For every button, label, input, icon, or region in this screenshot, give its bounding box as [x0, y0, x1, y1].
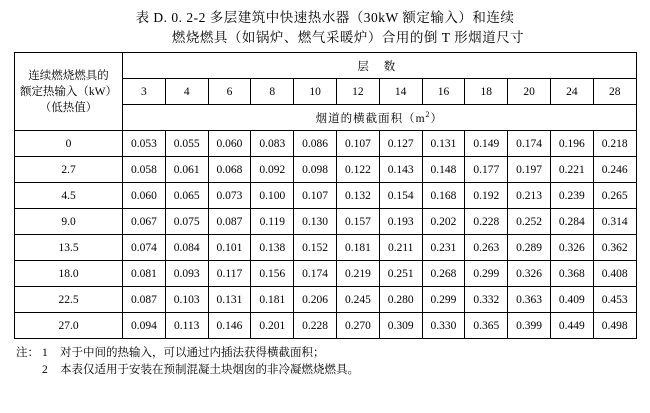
- table-cell: 0.065: [165, 183, 208, 209]
- table-cell: 0.131: [422, 131, 465, 157]
- table-cell: 0.094: [123, 313, 166, 339]
- table-cell: 0.107: [336, 131, 379, 157]
- table-row: [15, 209, 637, 235]
- table-cell: 0.213: [508, 183, 551, 209]
- table-cell: 0.363: [508, 287, 551, 313]
- table-cell: 0.074: [123, 235, 166, 261]
- table-container: [0, 52, 650, 339]
- column-header: 6: [208, 79, 251, 105]
- table-cell: 0.101: [208, 235, 251, 261]
- table-cell: 0.231: [422, 235, 465, 261]
- table-row: [15, 235, 637, 261]
- table-cell: 0.152: [294, 235, 337, 261]
- row-label: 0: [15, 131, 123, 157]
- column-header: 4: [165, 79, 208, 105]
- table-cell: 0.058: [123, 157, 166, 183]
- table-cell: 0.219: [336, 261, 379, 287]
- row-label: 22.5: [15, 287, 123, 313]
- table-cell: 0.498: [593, 313, 636, 339]
- table-row: [15, 261, 637, 287]
- table-cell: 0.330: [422, 313, 465, 339]
- table-cell: 0.181: [336, 235, 379, 261]
- table-cell: 0.156: [251, 261, 294, 287]
- note-item: [16, 345, 634, 362]
- table-cell: 0.168: [422, 183, 465, 209]
- table-cell: 0.122: [336, 157, 379, 183]
- table-cell: 0.449: [550, 313, 593, 339]
- table-cell: 0.368: [550, 261, 593, 287]
- table-cell: 0.107: [294, 183, 337, 209]
- table-cell: 0.068: [208, 157, 251, 183]
- table-cell: 0.252: [508, 209, 551, 235]
- note-number: 1: [42, 347, 48, 359]
- column-header: 24: [550, 79, 593, 105]
- table-row: [15, 313, 637, 339]
- table-cell: 0.174: [294, 261, 337, 287]
- table-cell: 0.060: [208, 131, 251, 157]
- table-cell: 0.263: [465, 235, 508, 261]
- table-cell: 0.138: [251, 235, 294, 261]
- notes-label: 注：: [16, 347, 39, 359]
- table-cell: 0.268: [422, 261, 465, 287]
- table-cell: 0.073: [208, 183, 251, 209]
- table-cell: 0.326: [508, 261, 551, 287]
- table-cell: 0.228: [294, 313, 337, 339]
- table-cell: 0.314: [593, 209, 636, 235]
- table-cell: 0.146: [208, 313, 251, 339]
- table-cell: 0.197: [508, 157, 551, 183]
- table-cell: 0.221: [550, 157, 593, 183]
- table-cell: 0.218: [593, 131, 636, 157]
- table-cell: 0.326: [550, 235, 593, 261]
- table-title-line-1: 表 D. 0. 2-2 多层建筑中快速热水器（30kW 额定输入）和连续: [135, 10, 515, 25]
- table-cell: 0.362: [593, 235, 636, 261]
- table-header-row-group: [15, 53, 637, 79]
- row-label: 4.5: [15, 183, 123, 209]
- column-header: 20: [508, 79, 551, 105]
- table-cell: 0.130: [294, 209, 337, 235]
- area-group-header: 烟道的横截面积$(m^2)$: [123, 105, 637, 131]
- table-cell: 0.246: [593, 157, 636, 183]
- table-cell: 0.132: [336, 183, 379, 209]
- flue-size-table: [14, 52, 637, 339]
- table-cell: 0.100: [251, 183, 294, 209]
- column-header: 10: [294, 79, 337, 105]
- row-header-line-2: 额定热输入（kW）: [19, 85, 118, 98]
- table-cell: 0.131: [208, 287, 251, 313]
- table-cell: 0.181: [251, 287, 294, 313]
- column-header: 28: [593, 79, 636, 105]
- table-cell: 0.245: [336, 287, 379, 313]
- row-header-line-1: 连续燃烧燃具的: [28, 69, 109, 82]
- table-cell: 0.408: [593, 261, 636, 287]
- table-cell: 0.177: [465, 157, 508, 183]
- table-cell: 0.265: [593, 183, 636, 209]
- table-cell: 0.299: [422, 287, 465, 313]
- table-notes: [0, 339, 650, 379]
- table-cell: 0.157: [336, 209, 379, 235]
- table-cell: 0.084: [165, 235, 208, 261]
- table-cell: 0.087: [123, 287, 166, 313]
- table-cell: 0.154: [379, 183, 422, 209]
- table-title-line-2: 燃烧燃具（如锅炉、燃气采暖炉）合用的倒 T 形烟道尺寸: [171, 30, 525, 45]
- table-cell: 0.202: [422, 209, 465, 235]
- table-row: [15, 183, 637, 209]
- row-label: 13.5: [15, 235, 123, 261]
- row-header-line-3: （低热值）: [39, 101, 98, 114]
- table-cell: 0.228: [465, 209, 508, 235]
- table-cell: 0.332: [465, 287, 508, 313]
- layer-group-header: 层 数: [123, 53, 637, 79]
- column-header: 16: [422, 79, 465, 105]
- table-cell: 0.060: [123, 183, 166, 209]
- table-title: [0, 0, 650, 52]
- table-cell: 0.280: [379, 287, 422, 313]
- table-cell: 0.453: [593, 287, 636, 313]
- table-cell: 0.093: [165, 261, 208, 287]
- table-cell: 0.113: [165, 313, 208, 339]
- table-cell: 0.365: [465, 313, 508, 339]
- table-cell: 0.211: [379, 235, 422, 261]
- table-cell: 0.251: [379, 261, 422, 287]
- table-cell: 0.399: [508, 313, 551, 339]
- table-cell: 0.087: [208, 209, 251, 235]
- row-header-cell: [15, 53, 123, 131]
- row-label: 27.0: [15, 313, 123, 339]
- note-number: 2: [42, 364, 48, 376]
- table-cell: 0.193: [379, 209, 422, 235]
- table-cell: 0.083: [251, 131, 294, 157]
- table-cell: 0.061: [165, 157, 208, 183]
- table-cell: 0.053: [123, 131, 166, 157]
- table-cell: 0.196: [550, 131, 593, 157]
- table-cell: 0.239: [550, 183, 593, 209]
- column-header: 18: [465, 79, 508, 105]
- table-cell: 0.143: [379, 157, 422, 183]
- table-cell: 0.092: [251, 157, 294, 183]
- note-text: 对于中间的热输入，可以通过内插法获得横截面积；: [60, 347, 325, 359]
- table-cell: 0.067: [123, 209, 166, 235]
- column-header: 12: [336, 79, 379, 105]
- table-cell: 0.299: [465, 261, 508, 287]
- table-cell: 0.081: [123, 261, 166, 287]
- table-cell: 0.055: [165, 131, 208, 157]
- row-label: 9.0: [15, 209, 123, 235]
- table-cell: 0.103: [165, 287, 208, 313]
- note-item: [16, 362, 634, 379]
- column-header: 8: [251, 79, 294, 105]
- table-cell: 0.270: [336, 313, 379, 339]
- table-cell: 0.119: [251, 209, 294, 235]
- table-cell: 0.309: [379, 313, 422, 339]
- column-header: 14: [379, 79, 422, 105]
- table-cell: 0.206: [294, 287, 337, 313]
- table-cell: 0.117: [208, 261, 251, 287]
- table-cell: 0.174: [508, 131, 551, 157]
- table-row: [15, 157, 637, 183]
- table-cell: 0.098: [294, 157, 337, 183]
- column-header: 3: [123, 79, 166, 105]
- table-cell: 0.127: [379, 131, 422, 157]
- table-row: [15, 131, 637, 157]
- table-cell: 0.149: [465, 131, 508, 157]
- note-text: 本表仅适用于安装在预制混凝土块烟囱的非冷凝燃烧燃具。: [60, 364, 359, 376]
- table-cell: 0.289: [508, 235, 551, 261]
- row-label: 2.7: [15, 157, 123, 183]
- row-label: 18.0: [15, 261, 123, 287]
- table-cell: 0.086: [294, 131, 337, 157]
- table-row: [15, 287, 637, 313]
- table-cell: 0.284: [550, 209, 593, 235]
- table-cell: 0.075: [165, 209, 208, 235]
- table-cell: 0.201: [251, 313, 294, 339]
- table-cell: 0.192: [465, 183, 508, 209]
- table-cell: 0.148: [422, 157, 465, 183]
- table-cell: 0.409: [550, 287, 593, 313]
